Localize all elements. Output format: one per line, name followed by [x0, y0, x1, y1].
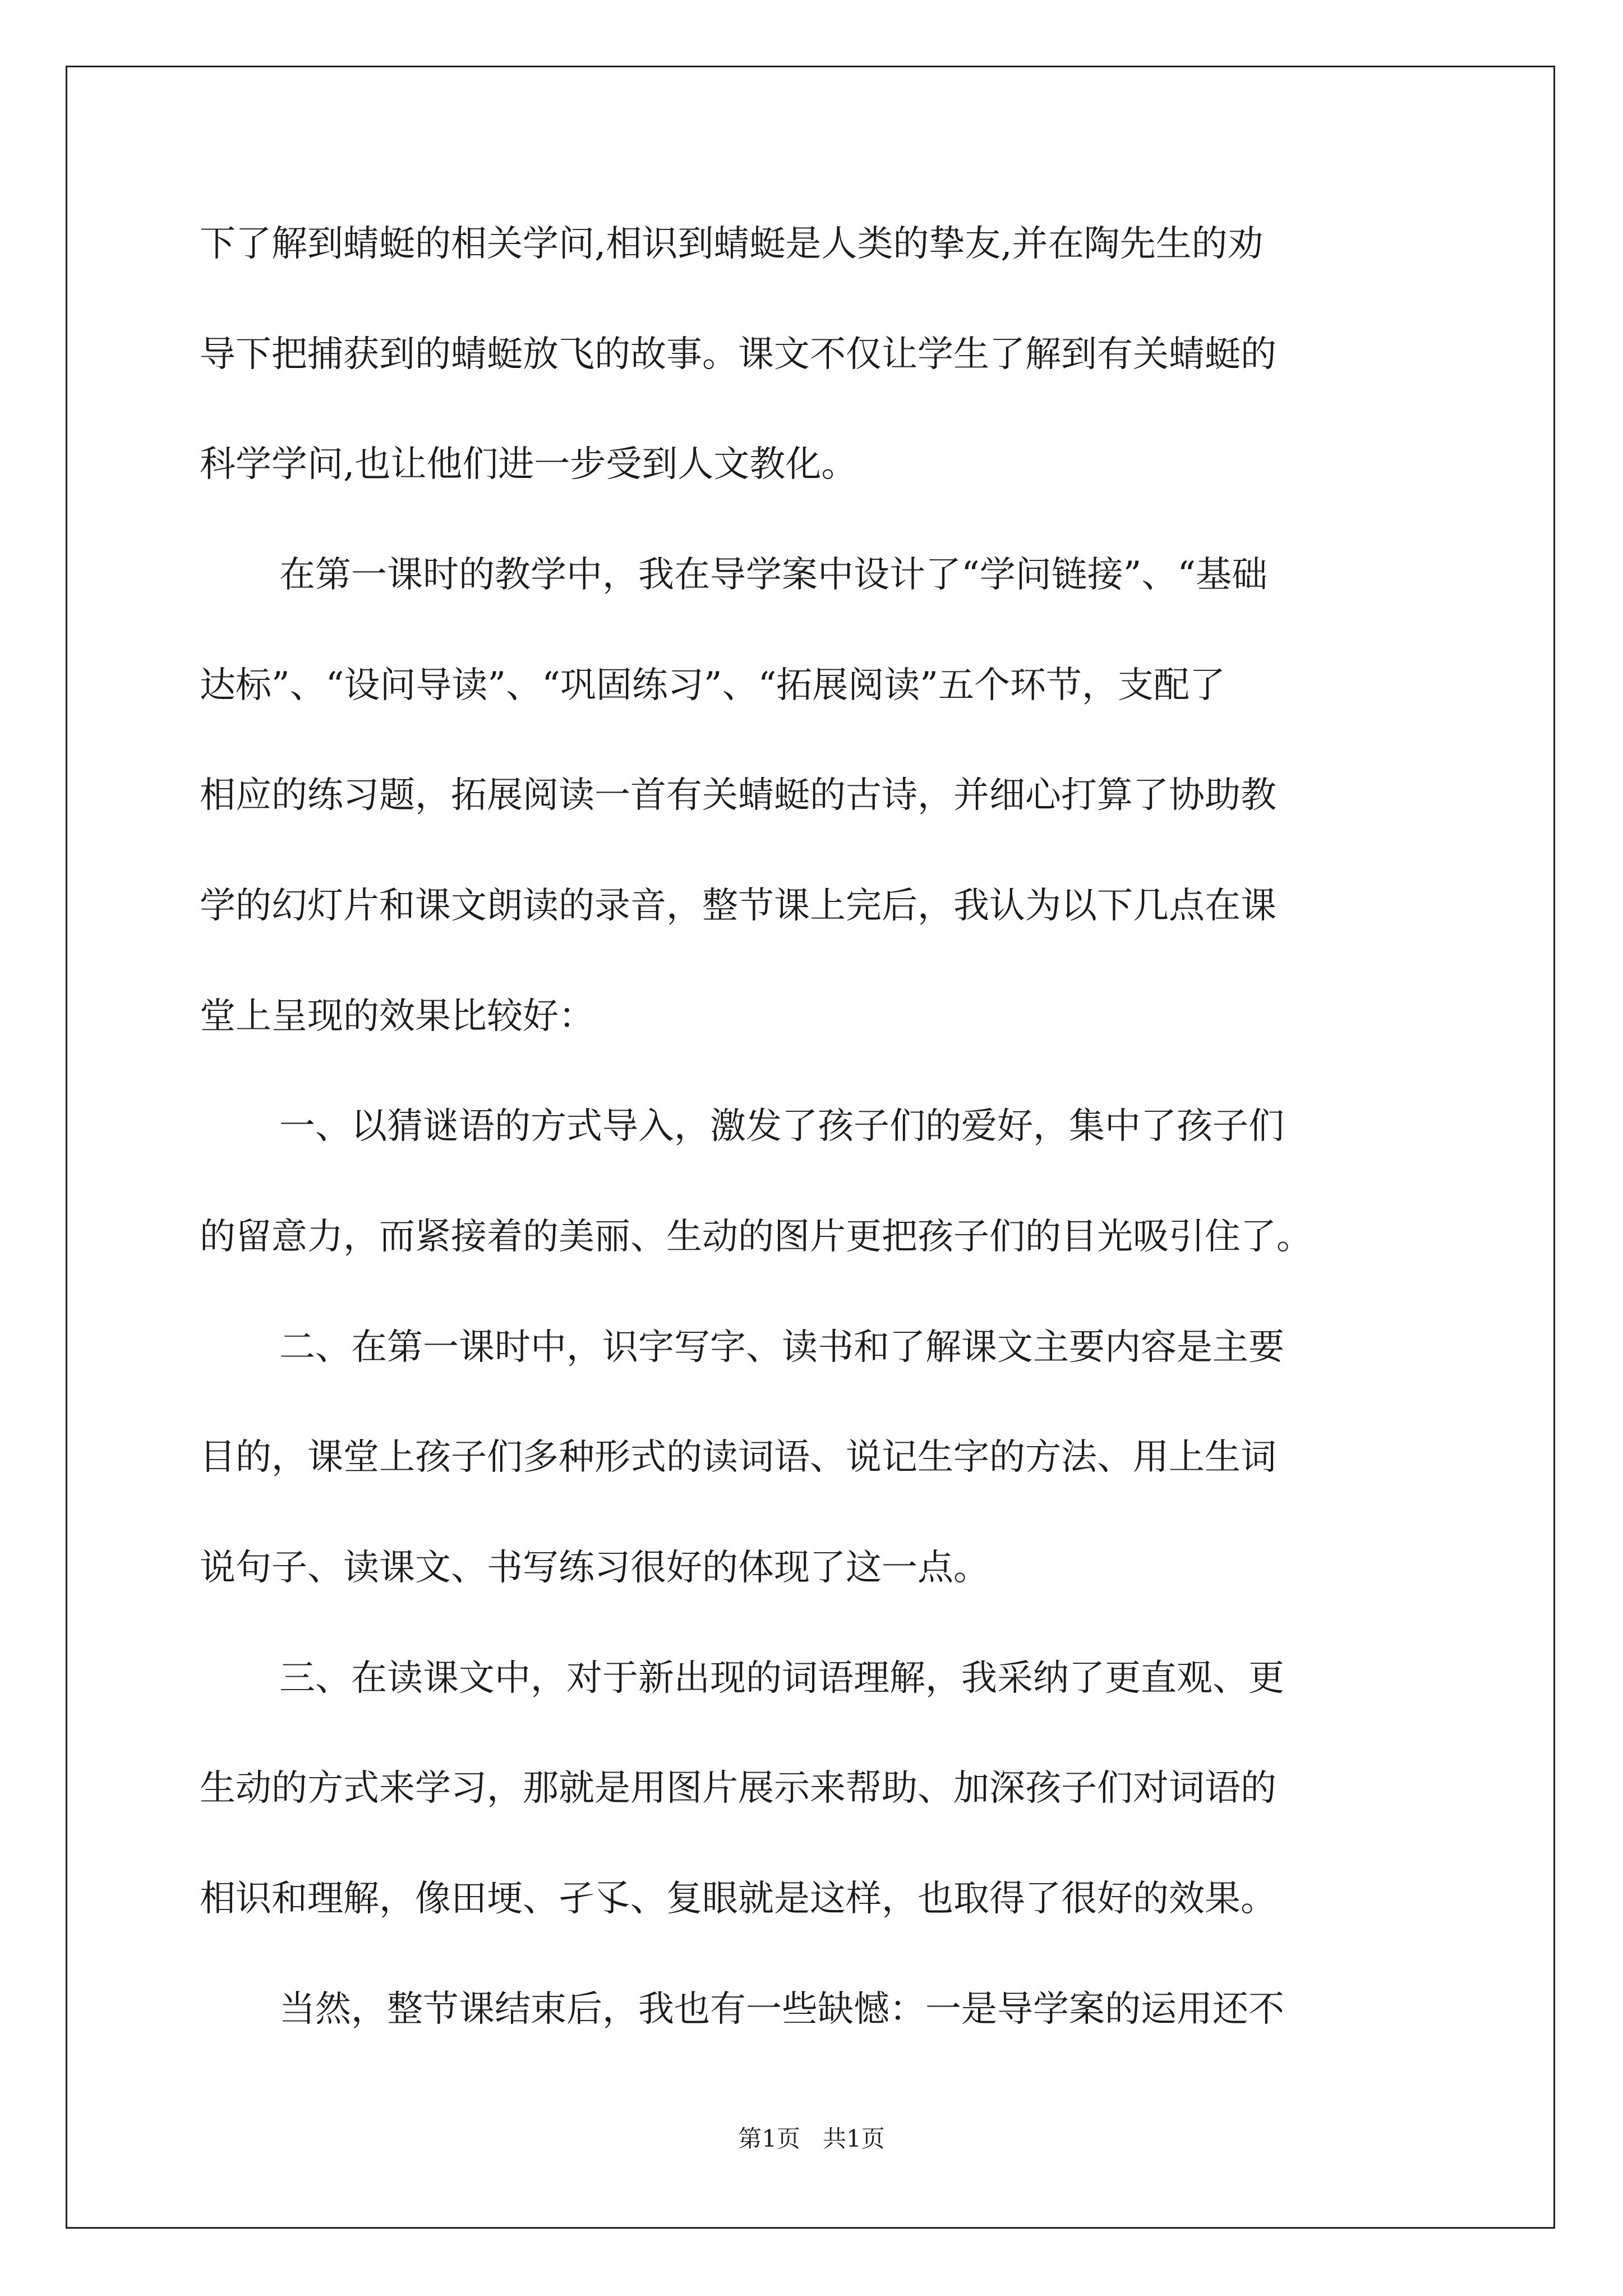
text-line: 学的幻灯片和课文朗读的录音，整节课上完后，我认为以下几点在课 — [200, 885, 1276, 927]
text-line: 相应的练习题，拓展阅读一首有关蜻蜓的古诗，并细心打算了协助教 — [200, 775, 1276, 816]
text-line: 目的，课堂上孩子们多种形式的读词语、说记生字的方法、用上生词 — [200, 1437, 1276, 1478]
text-line: 的留意力，而紧接着的美丽、生动的图片更把孩子们的目光吸引住了。 — [200, 1216, 1312, 1258]
text-line: 说句子、读课文、书写练习很好的体现了这一点。 — [200, 1547, 989, 1589]
text-line: 相识和理解，像田埂、孑孓、复眼就是这样，也取得了很好的效果。 — [200, 1878, 1276, 1920]
text-line: 达标”、“设问导读”、“巩固练习”、“拓展阅读”五个环节，支配了 — [200, 665, 1226, 706]
text-line: 导下把捕获到的蜻蜓放飞的故事。课文不仅让学生了解到有关蜻蜓的 — [200, 334, 1276, 375]
paragraph-start-line: 在第一课时的教学中，我在导学案中设计了“学问链接”、“基础 — [279, 554, 1268, 596]
page-number-footer: 第1页 共1页 — [738, 2125, 885, 2152]
text-line: 生动的方式来学习，那就是用图片展示来帮助、加深孩子们对词语的 — [200, 1768, 1276, 1809]
paragraph-start-line: 二、在第一课时中，识字写字、读书和了解课文主要内容是主要 — [279, 1327, 1284, 1368]
text-line: 堂上呈现的效果比较好： — [200, 996, 594, 1037]
paragraph-start-line: 当然，整节课结束后，我也有一些缺憾：一是导学案的运用还不 — [279, 1989, 1284, 2030]
text-line: 科学学问,也让他们进一步受到人文教化。 — [200, 444, 857, 485]
paragraph-start-line: 一、以猜谜语的方式导入，激发了孩子们的爱好，集中了孩子们 — [279, 1106, 1284, 1147]
text-line: 下了解到蜻蜓的相关学问,相识到蜻蜓是人类的挚友,并在陶先生的劝 — [200, 223, 1264, 265]
paragraph-start-line: 三、在读课文中，对于新出现的词语理解，我采纳了更直观、更 — [279, 1658, 1284, 1699]
